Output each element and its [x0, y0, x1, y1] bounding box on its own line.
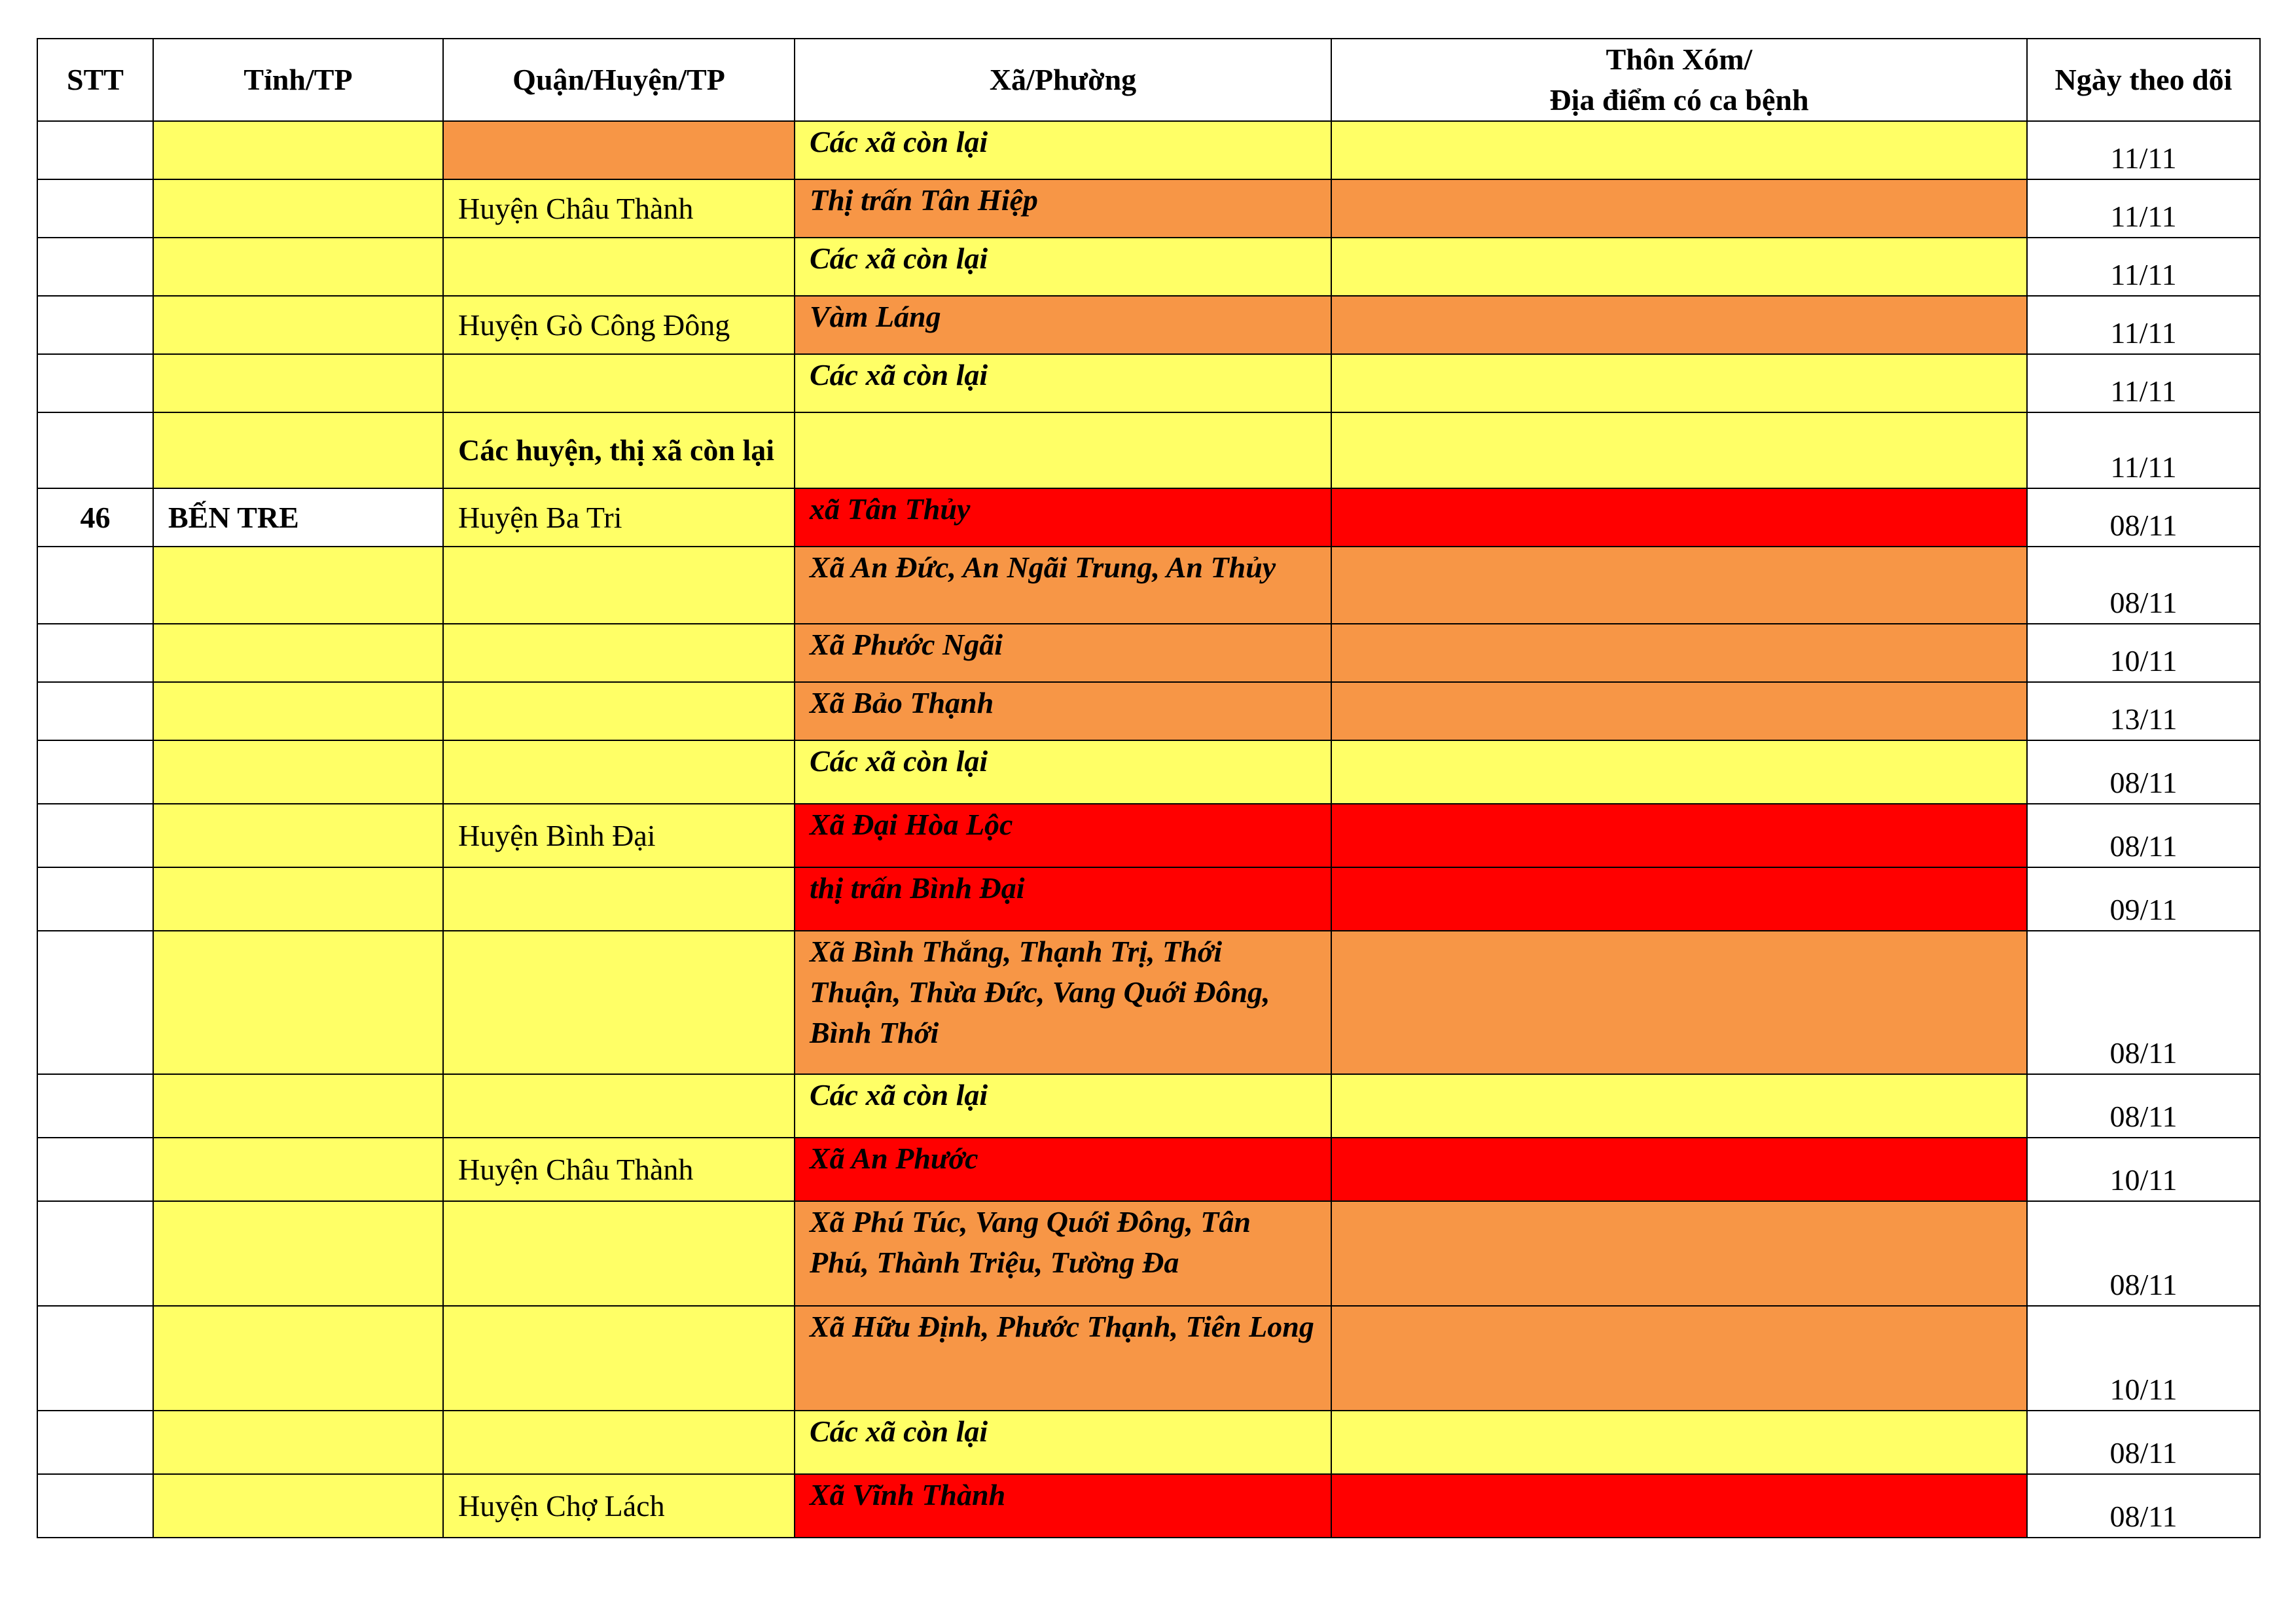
cell-date: 10/11 — [2027, 1306, 2260, 1411]
header-stt: STT — [37, 39, 153, 121]
cell-date: 09/11 — [2027, 867, 2260, 931]
cell-stt — [37, 1474, 153, 1538]
cell-stt — [37, 121, 153, 179]
cell-date: 08/11 — [2027, 547, 2260, 624]
cell-district: Các huyện, thị xã còn lại — [443, 412, 795, 488]
cell-date: 11/11 — [2027, 354, 2260, 412]
cell-province — [153, 354, 443, 412]
cell-district — [443, 354, 795, 412]
cell-stt — [37, 547, 153, 624]
header-ward: Xã/Phường — [795, 39, 1331, 121]
cell-province — [153, 682, 443, 740]
cell-stt — [37, 1306, 153, 1411]
cell-province — [153, 1474, 443, 1538]
cell-date: 08/11 — [2027, 740, 2260, 804]
header-district: Quận/Huyện/TP — [443, 39, 795, 121]
cell-ward: Các xã còn lại — [795, 1411, 1331, 1474]
header-hamlet — [1331, 39, 2027, 121]
cell-date: 08/11 — [2027, 1474, 2260, 1538]
table-row — [37, 179, 2260, 238]
cell-stt — [37, 238, 153, 296]
cell-stt — [37, 354, 153, 412]
cell-province — [153, 804, 443, 867]
cell-stt — [37, 931, 153, 1074]
cell-district: Huyện Châu Thành — [443, 1138, 795, 1201]
table-row — [37, 354, 2260, 412]
cell-ward: Xã An Phước — [795, 1138, 1331, 1201]
cell-hamlet — [1331, 238, 2027, 296]
cell-province — [153, 1201, 443, 1306]
table-row — [37, 1138, 2260, 1201]
cell-stt — [37, 682, 153, 740]
cell-ward: Các xã còn lại — [795, 1074, 1331, 1138]
cell-district: Huyện Bình Đại — [443, 804, 795, 867]
cell-district — [443, 121, 795, 179]
cell-district — [443, 1411, 795, 1474]
header-row — [37, 39, 2260, 121]
cell-date: 10/11 — [2027, 1138, 2260, 1201]
cell-district — [443, 740, 795, 804]
header-province: Tỉnh/TP — [153, 39, 443, 121]
cell-date: 11/11 — [2027, 296, 2260, 354]
cell-province — [153, 412, 443, 488]
cell-date: 11/11 — [2027, 121, 2260, 179]
table-row — [37, 740, 2260, 804]
cell-hamlet — [1331, 804, 2027, 867]
cell-stt — [37, 412, 153, 488]
cell-date: 08/11 — [2027, 931, 2260, 1074]
cell-hamlet — [1331, 1411, 2027, 1474]
cell-province — [153, 1411, 443, 1474]
cell-hamlet — [1331, 354, 2027, 412]
cell-district: Huyện Châu Thành — [443, 179, 795, 238]
cell-district: Huyện Chợ Lách — [443, 1474, 795, 1538]
table-row — [37, 931, 2260, 1074]
table-row — [37, 121, 2260, 179]
cell-date: 08/11 — [2027, 1201, 2260, 1306]
table-row — [37, 1474, 2260, 1538]
cell-ward: Vàm Láng — [795, 296, 1331, 354]
cell-date: 13/11 — [2027, 682, 2260, 740]
cell-stt — [37, 1201, 153, 1306]
cell-province — [153, 179, 443, 238]
cell-date: 08/11 — [2027, 1411, 2260, 1474]
table-row — [37, 682, 2260, 740]
cell-province — [153, 1074, 443, 1138]
header-hamlet-line2: Địa điểm có ca bệnh — [1549, 83, 1809, 117]
table-row — [37, 547, 2260, 624]
header-date: Ngày theo dõi — [2027, 39, 2260, 121]
cell-province — [153, 1306, 443, 1411]
cell-stt — [37, 179, 153, 238]
cell-hamlet — [1331, 121, 2027, 179]
cell-ward: thị trấn Bình Đại — [795, 867, 1331, 931]
cell-hamlet — [1331, 547, 2027, 624]
cell-hamlet — [1331, 1474, 2027, 1538]
cell-ward: xã Tân Thủy — [795, 488, 1331, 547]
cell-date: 08/11 — [2027, 488, 2260, 547]
cell-ward: Các xã còn lại — [795, 238, 1331, 296]
cell-stt — [37, 740, 153, 804]
cell-province — [153, 624, 443, 682]
cell-ward: Các xã còn lại — [795, 740, 1331, 804]
cell-hamlet — [1331, 624, 2027, 682]
cell-date: 11/11 — [2027, 238, 2260, 296]
table-row — [37, 296, 2260, 354]
cell-date: 11/11 — [2027, 412, 2260, 488]
cell-province — [153, 1138, 443, 1201]
cell-province — [153, 238, 443, 296]
table-row — [37, 867, 2260, 931]
cell-province — [153, 931, 443, 1074]
cell-ward — [795, 412, 1331, 488]
cell-district — [443, 931, 795, 1074]
cell-district — [443, 238, 795, 296]
cell-province: BẾN TRE — [153, 488, 443, 547]
cell-hamlet — [1331, 1074, 2027, 1138]
cell-district — [443, 1074, 795, 1138]
cell-date: 08/11 — [2027, 804, 2260, 867]
cell-ward: Thị trấn Tân Hiệp — [795, 179, 1331, 238]
table-row — [37, 1201, 2260, 1306]
cell-ward: Các xã còn lại — [795, 354, 1331, 412]
cell-date: 11/11 — [2027, 179, 2260, 238]
header-hamlet-line1: Thôn Xóm/ — [1605, 43, 1753, 76]
cell-district: Huyện Gò Công Đông — [443, 296, 795, 354]
cell-hamlet — [1331, 1306, 2027, 1411]
cell-district — [443, 867, 795, 931]
cell-stt — [37, 867, 153, 931]
cell-ward: Xã Hữu Định, Phước Thạnh, Tiên Long — [795, 1306, 1331, 1411]
cell-date: 08/11 — [2027, 1074, 2260, 1138]
table-row — [37, 1306, 2260, 1411]
cell-hamlet — [1331, 412, 2027, 488]
cell-district — [443, 624, 795, 682]
cell-ward: Xã Phú Túc, Vang Quới Đông, Tân Phú, Thành Triệu, Tường Đa — [795, 1201, 1331, 1306]
cell-ward: Xã Phước Ngãi — [795, 624, 1331, 682]
cell-ward: Xã Bảo Thạnh — [795, 682, 1331, 740]
cell-district — [443, 682, 795, 740]
cell-ward: Các xã còn lại — [795, 121, 1331, 179]
cell-hamlet — [1331, 931, 2027, 1074]
covid-risk-table — [37, 38, 2261, 1538]
cell-province — [153, 547, 443, 624]
cell-hamlet — [1331, 488, 2027, 547]
cell-stt — [37, 624, 153, 682]
cell-ward: Xã Bình Thắng, Thạnh Trị, Thới Thuận, Thừa Đức, Vang Quới Đông, Bình Thới — [795, 931, 1331, 1074]
table-row — [37, 238, 2260, 296]
cell-stt: 46 — [37, 488, 153, 547]
cell-district: Huyện Ba Tri — [443, 488, 795, 547]
cell-province — [153, 121, 443, 179]
cell-hamlet — [1331, 740, 2027, 804]
cell-stt — [37, 1411, 153, 1474]
table-row — [37, 488, 2260, 547]
table-row — [37, 1411, 2260, 1474]
cell-province — [153, 740, 443, 804]
cell-stt — [37, 804, 153, 867]
cell-stt — [37, 1138, 153, 1201]
table-row — [37, 1074, 2260, 1138]
cell-stt — [37, 1074, 153, 1138]
table-row — [37, 624, 2260, 682]
cell-hamlet — [1331, 179, 2027, 238]
cell-stt — [37, 296, 153, 354]
cell-ward: Xã Vĩnh Thành — [795, 1474, 1331, 1538]
cell-province — [153, 867, 443, 931]
cell-hamlet — [1331, 867, 2027, 931]
cell-district — [443, 1201, 795, 1306]
cell-date: 10/11 — [2027, 624, 2260, 682]
table-row — [37, 412, 2260, 488]
cell-ward: Xã An Đức, An Ngãi Trung, An Thủy — [795, 547, 1331, 624]
cell-province — [153, 296, 443, 354]
cell-hamlet — [1331, 682, 2027, 740]
cell-hamlet — [1331, 1201, 2027, 1306]
cell-ward: Xã Đại Hòa Lộc — [795, 804, 1331, 867]
cell-district — [443, 547, 795, 624]
table-body — [37, 121, 2260, 1538]
cell-hamlet — [1331, 1138, 2027, 1201]
cell-hamlet — [1331, 296, 2027, 354]
cell-district — [443, 1306, 795, 1411]
table-row — [37, 804, 2260, 867]
